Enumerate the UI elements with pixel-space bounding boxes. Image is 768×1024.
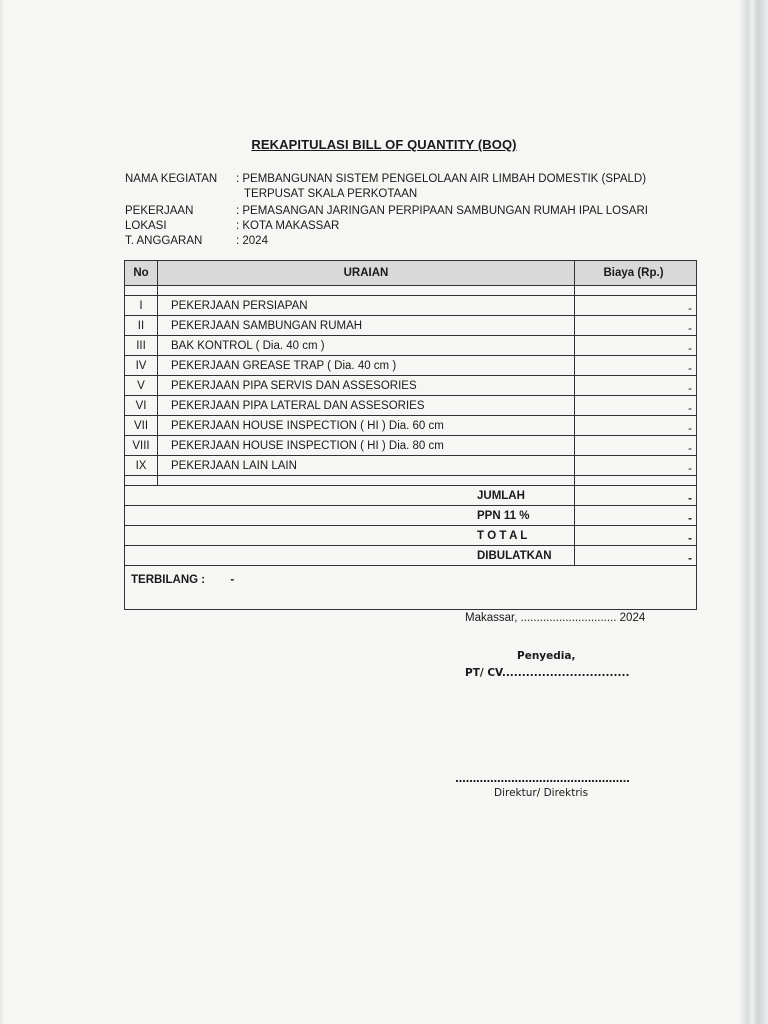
place-date: Makassar, .............................. 2024	[465, 612, 646, 624]
table-row	[125, 296, 697, 316]
document-title: REKAPITULASI BILL OF QUANTITY (BOQ)	[251, 137, 517, 152]
row-biaya: -	[575, 376, 697, 396]
project-meta	[125, 172, 676, 249]
row-biaya: -	[575, 336, 697, 356]
table-row	[125, 396, 697, 416]
meta-value-continued: TERPUSAT SKALA PERKOTAAN	[244, 188, 418, 200]
scan-right-edge	[740, 0, 768, 1024]
table-header-row	[125, 261, 697, 286]
signature-penyedia-label: Penyedia,	[517, 650, 576, 662]
boq-table	[124, 260, 697, 610]
row-biaya: -	[575, 316, 697, 336]
summary-row-total	[125, 526, 697, 546]
table-row	[125, 416, 697, 436]
summary-row-jumlah	[125, 486, 697, 506]
header-biaya: Biaya (Rp.)	[575, 261, 697, 286]
signature-line: ..................................................	[455, 773, 630, 785]
row-no: VI	[125, 396, 158, 416]
terbilang-label: TERBILANG :	[131, 574, 206, 586]
meta-row-pekerjaan	[125, 204, 676, 219]
meta-label: LOKASI	[125, 220, 167, 232]
row-no: V	[125, 376, 158, 396]
summary-row-ppn	[125, 506, 697, 526]
row-biaya: -	[575, 416, 697, 436]
summary-label: T O T A L	[125, 526, 575, 546]
row-uraian: PEKERJAAN GREASE TRAP ( Dia. 40 cm )	[158, 356, 575, 376]
row-biaya: -	[575, 456, 697, 476]
meta-label: NAMA KEGIATAN	[125, 173, 218, 185]
meta-value: : PEMASANGAN JARINGAN PERPIPAAN SAMBUNGAN RUMAH IPAL LOSARI	[236, 205, 648, 217]
row-no: I	[125, 296, 158, 316]
table-row	[125, 356, 697, 376]
summary-value: -	[575, 506, 697, 526]
meta-label: PEKERJAAN	[125, 205, 194, 217]
signature-role: Direktur/ Direktris	[494, 787, 589, 799]
row-uraian: BAK KONTROL ( Dia. 40 cm )	[158, 336, 575, 356]
signature-company: PT/ CV................................	[465, 667, 630, 679]
row-no: VIII	[125, 436, 158, 456]
header-uraian: URAIAN	[158, 261, 575, 286]
table-row	[125, 376, 697, 396]
row-biaya: -	[575, 436, 697, 456]
summary-label: DIBULATKAN	[125, 546, 575, 566]
terbilang-value: -	[230, 574, 235, 586]
row-no: III	[125, 336, 158, 356]
row-uraian: PEKERJAAN HOUSE INSPECTION ( HI ) Dia. 80 cm	[158, 436, 575, 456]
table-row	[125, 436, 697, 456]
table-spacer-row	[125, 286, 697, 296]
row-uraian: PEKERJAAN PERSIAPAN	[158, 296, 575, 316]
row-no: VII	[125, 416, 158, 436]
row-no: IX	[125, 456, 158, 476]
meta-value: : 2024	[236, 235, 268, 247]
row-biaya: -	[575, 296, 697, 316]
header-no: No	[125, 261, 158, 286]
summary-row-dibulatkan	[125, 546, 697, 566]
row-uraian: PEKERJAAN LAIN LAIN	[158, 456, 575, 476]
row-uraian: PEKERJAAN PIPA SERVIS DAN ASSESORIES	[158, 376, 575, 396]
meta-value: : PEMBANGUNAN SISTEM PENGELOLAAN AIR LIMBAH DOMESTIK (SPALD)	[236, 173, 647, 185]
row-no: II	[125, 316, 158, 336]
meta-row-lokasi	[125, 219, 676, 234]
row-uraian: PEKERJAAN HOUSE INSPECTION ( HI ) Dia. 60 cm	[158, 416, 575, 436]
table-row	[125, 316, 697, 336]
meta-row-anggaran	[125, 234, 676, 249]
summary-label: JUMLAH	[125, 486, 575, 506]
table-row	[125, 456, 697, 476]
row-uraian: PEKERJAAN SAMBUNGAN RUMAH	[158, 316, 575, 336]
meta-label: T. ANGGARAN	[125, 235, 203, 247]
summary-value: -	[575, 486, 697, 506]
row-uraian: PEKERJAAN PIPA LATERAL DAN ASSESORIES	[158, 396, 575, 416]
summary-value: -	[575, 526, 697, 546]
row-no: IV	[125, 356, 158, 376]
meta-row-kegiatan	[125, 172, 676, 202]
table-row	[125, 336, 697, 356]
row-biaya: -	[575, 356, 697, 376]
table-spacer-row	[125, 476, 697, 486]
terbilang-row	[125, 566, 697, 610]
row-biaya: -	[575, 396, 697, 416]
summary-label: PPN 11 %	[125, 506, 575, 526]
scan-left-edge	[0, 0, 4, 1024]
meta-value: : KOTA MAKASSAR	[236, 220, 340, 232]
summary-value: -	[575, 546, 697, 566]
